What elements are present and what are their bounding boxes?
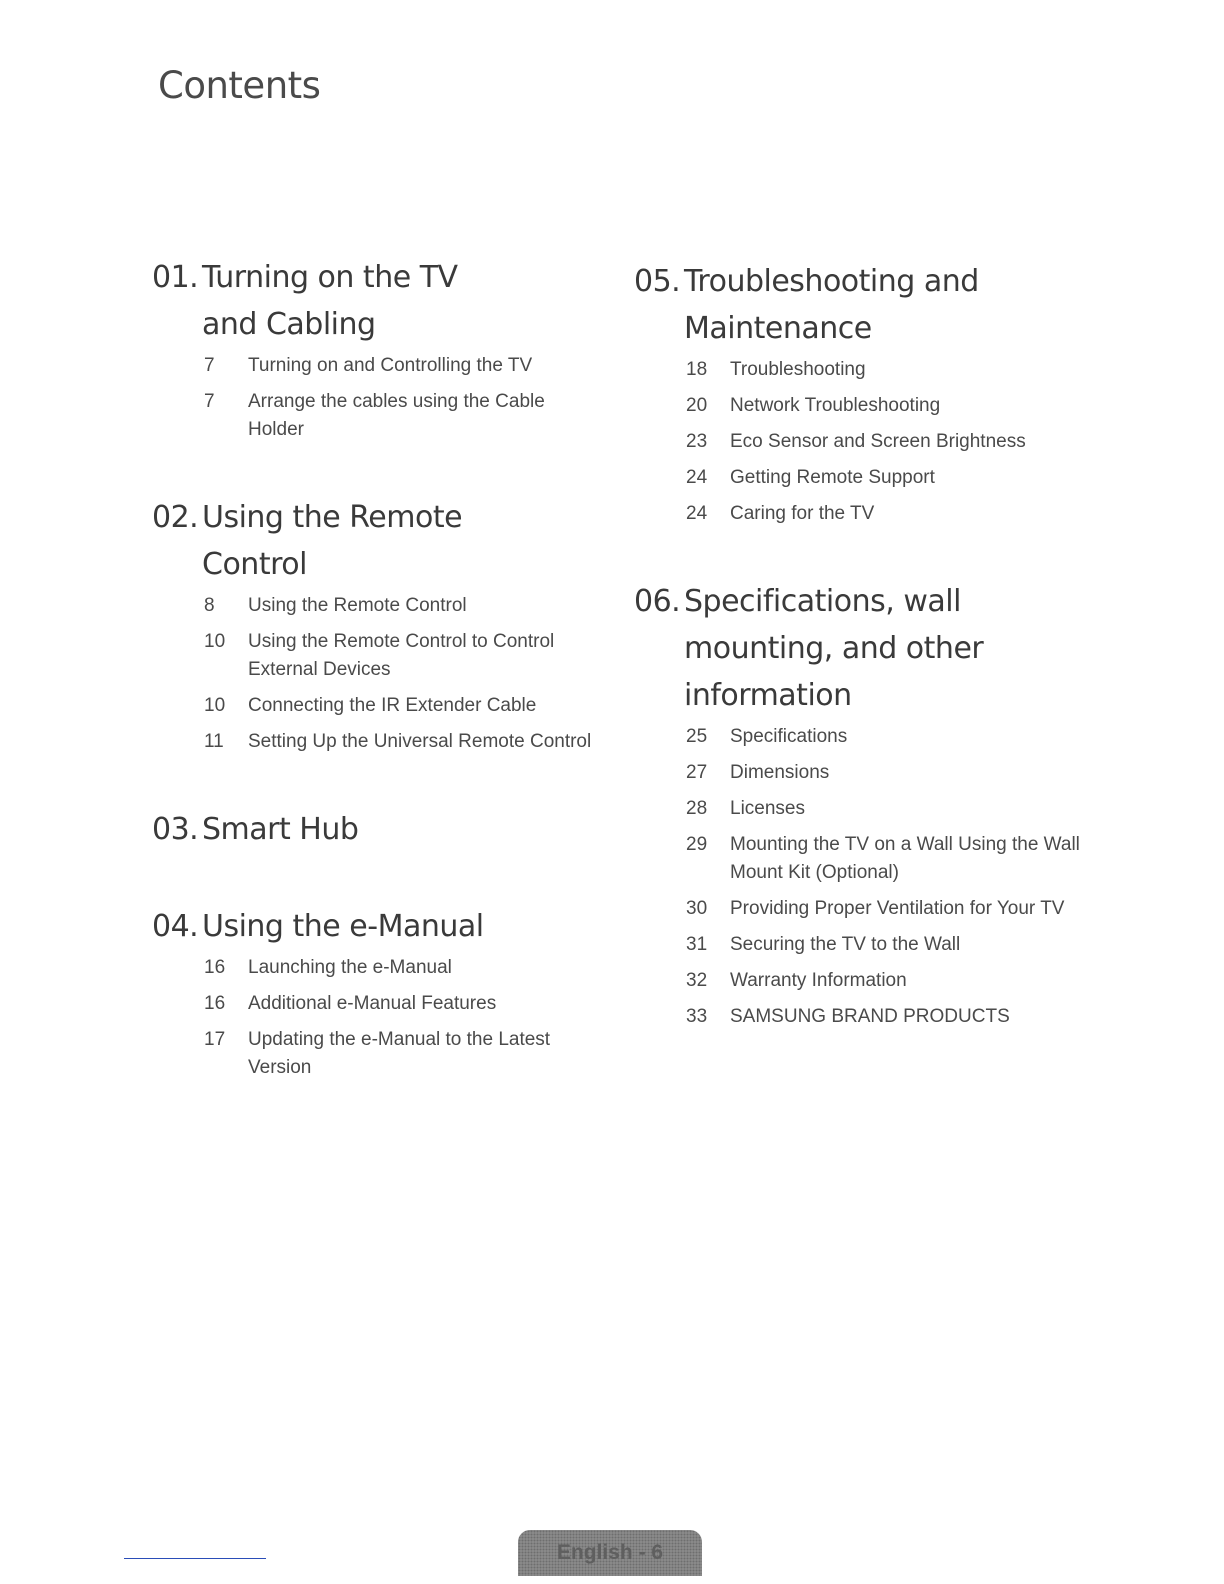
entry-title: Using the Remote Control <box>248 595 467 616</box>
entry-title: SAMSUNG BRAND PRODUCTS <box>730 1006 1010 1027</box>
section-entries <box>634 723 1094 1031</box>
section-title: Using the Remote Control <box>202 500 463 582</box>
toc-entry[interactable] <box>634 356 1094 384</box>
entry-title: Getting Remote Support <box>730 467 935 488</box>
toc-entry[interactable] <box>634 464 1094 492</box>
entry-title: Setting Up the Universal Remote Control <box>248 731 592 752</box>
section-number: 06. <box>634 584 681 619</box>
section-title: Smart Hub <box>202 812 359 847</box>
entry-title: Caring for the TV <box>730 503 875 524</box>
toc-section <box>152 494 612 756</box>
toc-entry[interactable] <box>152 692 612 720</box>
entry-title: Network Troubleshooting <box>730 395 941 416</box>
section-number: 03. <box>152 812 199 847</box>
entry-page-number: 25 <box>686 726 708 747</box>
entry-page-number: 16 <box>204 993 226 1014</box>
toc-entry[interactable] <box>152 628 612 684</box>
section-heading[interactable] <box>152 903 612 950</box>
entry-title: Updating the e-Manual to the Latest Version <box>248 1029 551 1078</box>
toc-entry[interactable] <box>152 592 612 620</box>
section-heading[interactable] <box>152 254 612 348</box>
section-number: 02. <box>152 500 199 535</box>
section-heading[interactable] <box>634 578 1094 719</box>
entry-title: Securing the TV to the Wall <box>730 934 961 955</box>
entry-page-number: 28 <box>686 798 708 819</box>
section-entries <box>152 352 612 444</box>
toc-section <box>152 806 612 853</box>
entry-page-number: 32 <box>686 970 708 991</box>
section-entries <box>152 954 612 1082</box>
entry-page-number: 30 <box>686 898 708 919</box>
toc-entry[interactable] <box>634 931 1094 959</box>
entry-page-number: 18 <box>686 359 708 380</box>
toc-entry[interactable] <box>152 954 612 982</box>
entry-title: Arrange the cables using the Cable Holder <box>248 391 545 440</box>
entry-title: Eco Sensor and Screen Brightness <box>730 431 1026 452</box>
entry-title: Turning on and Controlling the TV <box>248 355 533 376</box>
toc-column-left <box>152 254 612 1132</box>
toc-section <box>634 258 1094 528</box>
section-entries <box>152 592 612 756</box>
entry-page-number: 11 <box>204 731 224 752</box>
entry-title: Licenses <box>730 798 805 819</box>
toc-entry[interactable] <box>634 759 1094 787</box>
toc-entry[interactable] <box>634 831 1094 887</box>
page-title: Contents <box>158 64 321 107</box>
toc-entry[interactable] <box>634 895 1094 923</box>
toc-entry[interactable] <box>152 728 612 756</box>
footer-divider <box>124 1558 266 1559</box>
entry-page-number: 7 <box>204 391 215 412</box>
toc-entry[interactable] <box>152 990 612 1018</box>
toc-entry[interactable] <box>152 352 612 380</box>
entry-title: Troubleshooting <box>730 359 866 380</box>
toc-entry[interactable] <box>634 428 1094 456</box>
entry-title: Launching the e-Manual <box>248 957 452 978</box>
entry-page-number: 10 <box>204 695 226 716</box>
section-heading[interactable] <box>634 258 1094 352</box>
toc-entry[interactable] <box>152 1026 612 1082</box>
entry-page-number: 8 <box>204 595 215 616</box>
section-number: 01. <box>152 260 199 295</box>
section-heading[interactable] <box>152 494 612 588</box>
entry-title: Using the Remote Control to Control External Devices <box>248 631 555 680</box>
section-title: Turning on the TV and Cabling <box>202 260 458 342</box>
entry-page-number: 20 <box>686 395 708 416</box>
entry-title: Connecting the IR Extender Cable <box>248 695 537 716</box>
entry-page-number: 27 <box>686 762 708 783</box>
entry-page-number: 10 <box>204 631 226 652</box>
toc-entry[interactable] <box>634 967 1094 995</box>
entry-title: Warranty Information <box>730 970 907 991</box>
toc-entry[interactable] <box>634 500 1094 528</box>
entry-title: Mounting the TV on a Wall Using the Wall Mount Kit (Optional) <box>730 834 1080 883</box>
entry-page-number: 23 <box>686 431 708 452</box>
toc-section <box>152 903 612 1082</box>
toc-column-right <box>634 258 1094 1081</box>
entry-page-number: 31 <box>686 934 708 955</box>
section-heading[interactable] <box>152 806 612 853</box>
section-title: Using the e-Manual <box>202 909 484 944</box>
toc-entry[interactable] <box>634 723 1094 751</box>
entry-page-number: 24 <box>686 467 708 488</box>
entry-page-number: 16 <box>204 957 226 978</box>
section-title: Specifications, wall mounting, and other information <box>684 584 984 713</box>
page-number-badge: English - 6 <box>518 1530 702 1576</box>
entry-title: Dimensions <box>730 762 830 783</box>
toc-entry[interactable] <box>634 1003 1094 1031</box>
toc-entry[interactable] <box>634 795 1094 823</box>
entry-page-number: 29 <box>686 834 708 855</box>
entry-title: Providing Proper Ventilation for Your TV <box>730 898 1065 919</box>
entry-page-number: 17 <box>204 1029 226 1050</box>
entry-page-number: 24 <box>686 503 708 524</box>
section-number: 05. <box>634 264 681 299</box>
section-number: 04. <box>152 909 199 944</box>
toc-entry[interactable] <box>152 388 612 444</box>
entry-page-number: 7 <box>204 355 215 376</box>
entry-title: Specifications <box>730 726 848 747</box>
section-entries <box>634 356 1094 528</box>
toc-section <box>152 254 612 444</box>
toc-section <box>634 578 1094 1031</box>
section-title: Troubleshooting and Maintenance <box>684 264 979 346</box>
toc-entry[interactable] <box>634 392 1094 420</box>
entry-page-number: 33 <box>686 1006 708 1027</box>
entry-title: Additional e-Manual Features <box>248 993 497 1014</box>
